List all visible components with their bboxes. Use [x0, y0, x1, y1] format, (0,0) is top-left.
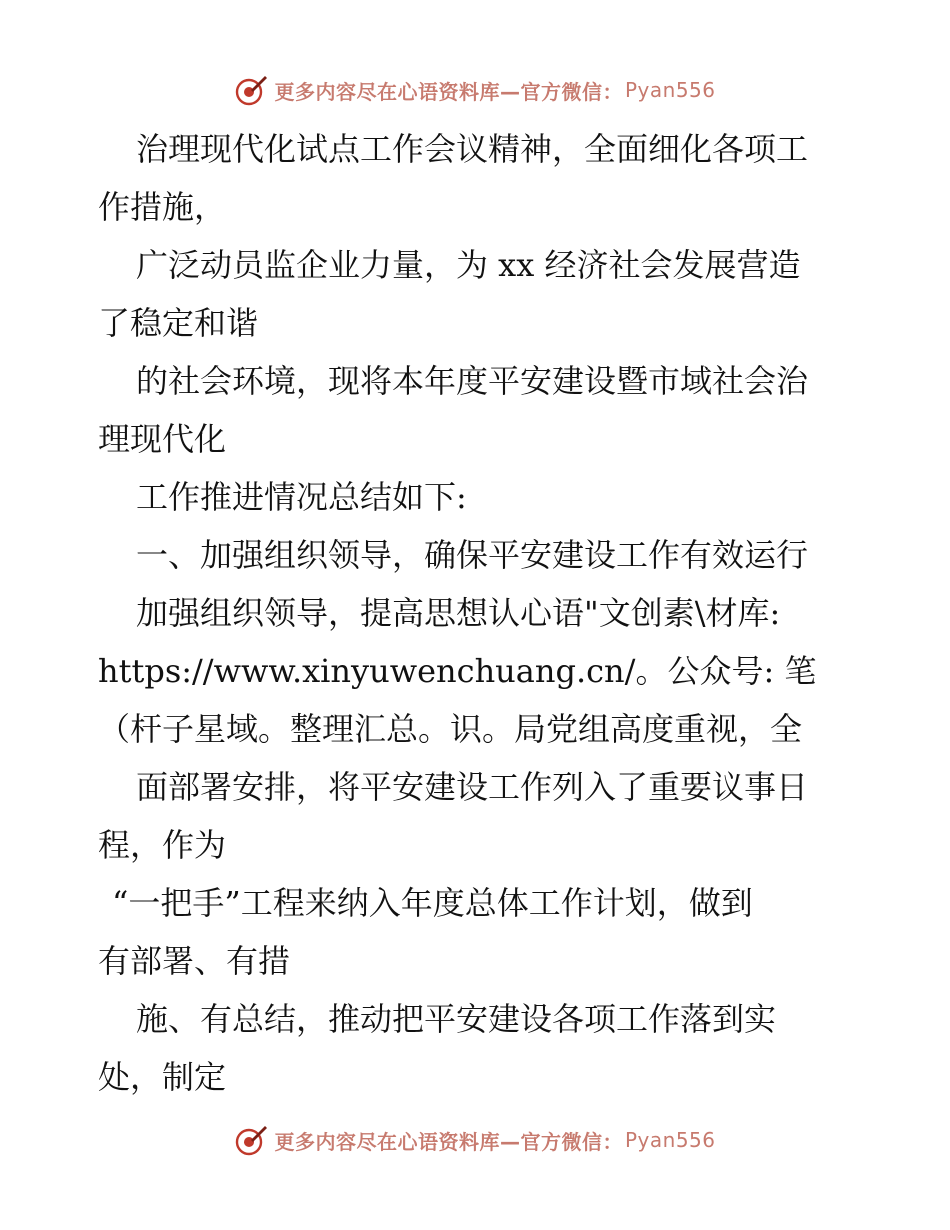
text-line: 治理现代化试点工作会议精神，全面细化各项工: [136, 130, 809, 168]
text-line: 有部署、有措: [98, 942, 291, 980]
text-line: 处，制定: [98, 1058, 227, 1096]
text-line-url: https://www.xinyuwenchuang.cn/。公众号: 笔: [98, 652, 817, 690]
quill-pen-seal-icon: [234, 1123, 268, 1157]
text-line: “一把手”工程来纳入年度总体工作计划，做到: [112, 884, 753, 922]
text-line: 广泛动员监企业力量，为 xx 经济社会发展营造: [136, 246, 801, 284]
text-line: 了稳定和谐: [98, 304, 259, 342]
text-line: 施、有总结，推动把平安建设各项工作落到实: [136, 1000, 777, 1038]
text-line: 的社会环境，现将本年度平安建设暨市域社会治: [136, 362, 809, 400]
header-watermark: [0, 72, 950, 108]
text-line: 理现代化: [98, 420, 227, 458]
footer-watermark: [0, 1122, 950, 1158]
text-line: 程，作为: [98, 826, 227, 864]
text-line: （杆子星域。整理汇总。识。局党组高度重视，全: [98, 710, 803, 748]
text-line: 面部署安排，将平安建设工作列入了重要议事日: [136, 768, 809, 806]
text-line: 加强组织领导，提高思想认心语"文创素\材库:: [136, 594, 781, 632]
watermark-account: Pyan556: [624, 1128, 716, 1152]
watermark-text: 更多内容尽在心语资料库—官方微信：: [274, 1129, 623, 1154]
watermark-account: Pyan556: [624, 78, 716, 102]
section-heading: 一、加强组织领导，确保平安建设工作有效运行: [136, 536, 809, 574]
document-body: [98, 120, 858, 1106]
text-line: 工作推进情况总结如下:: [136, 478, 467, 516]
watermark-text: 更多内容尽在心语资料库—官方微信：: [274, 79, 623, 104]
text-line: 作措施，: [98, 188, 227, 226]
quill-pen-seal-icon: [234, 73, 268, 107]
